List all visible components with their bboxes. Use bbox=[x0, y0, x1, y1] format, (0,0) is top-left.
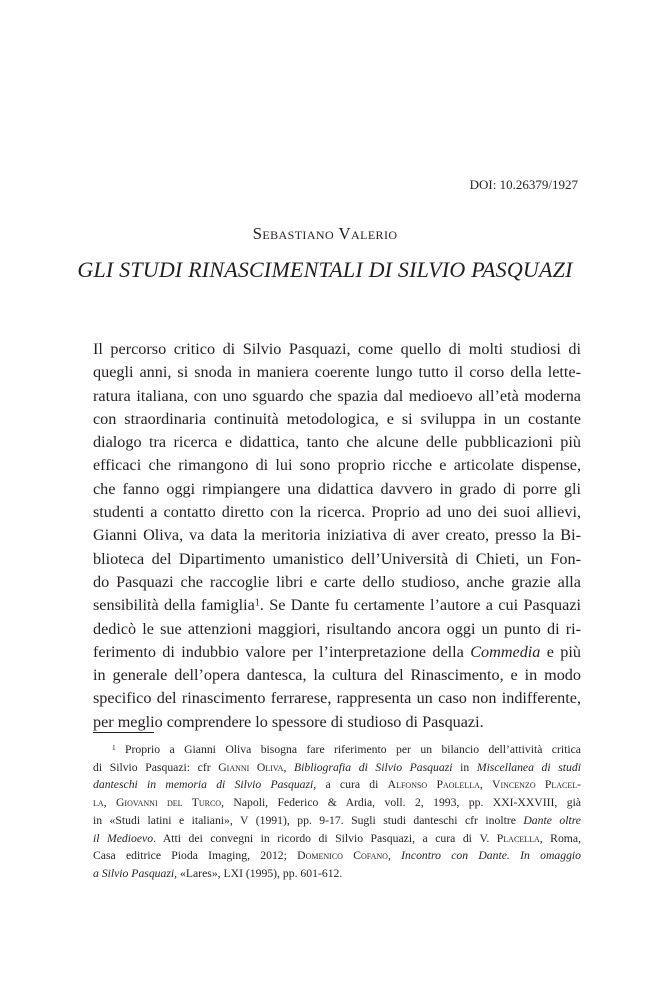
body-line: che fanno oggi rimpiangere una didattica davvero in grado di porre gli bbox=[93, 479, 581, 498]
body-text: . Se Dante fu certamente l’autore a cui Pasquazi bbox=[259, 596, 581, 615]
work-title-italic: il Medioevo bbox=[93, 831, 154, 845]
footnote-text: . Atti dei convegni in ricordo di Silvio Pasquazi, a cura di bbox=[153, 831, 480, 845]
footnote-line bbox=[93, 741, 581, 759]
body-line: per meglio comprendere lo spessore di studioso di Pasquazi. bbox=[93, 712, 484, 731]
author-smallcaps: la bbox=[93, 796, 104, 810]
footnote-text: , bbox=[283, 760, 294, 774]
body-text: ferimento di indubbio valore per l’interpretazione della bbox=[93, 642, 471, 661]
author-smallcaps: V. Placella bbox=[479, 831, 540, 845]
footnote-line bbox=[93, 847, 581, 865]
author-smallcaps: Domenico Cofano bbox=[297, 849, 388, 863]
footnote-text: , Roma, bbox=[539, 831, 581, 845]
work-title-italic: a Silvio Pasquazi bbox=[93, 866, 175, 880]
footnote-line bbox=[93, 794, 581, 812]
footnote-line bbox=[93, 812, 581, 830]
work-title-italic: Incontro con Dante. In omaggio bbox=[401, 849, 582, 863]
body-line: Il percorso critico di Silvio Pasquazi, come quello di molti studiosi di bbox=[93, 340, 581, 358]
author-name: Sebastiano Valerio bbox=[252, 224, 398, 243]
work-title-italic: Miscellanea di studi bbox=[476, 760, 581, 774]
body-line bbox=[93, 641, 581, 664]
doi-label: DOI: 10.26379/1927 bbox=[469, 177, 578, 192]
body-line: efficaci che rimangono di lui sono proprio ricche e articolate dispense, bbox=[93, 456, 581, 475]
body-line: ratura italiana, con uno sguardo che spazia dal medioevo all’età moderna bbox=[93, 386, 581, 405]
footnote-text: di Silvio Pasquazi: cfr bbox=[93, 760, 219, 774]
article-title: GLI STUDI RINASCIMENTALI DI SILVIO PASQUAZI bbox=[77, 257, 573, 282]
footnote-text: , «Lares», LXI (1995), pp. 601-612. bbox=[174, 866, 343, 880]
body-line: studenti a contatto diretto con la ricerca. Proprio ad uno dei suoi allievi, bbox=[93, 503, 581, 522]
author-smallcaps: Alfonso Paolella bbox=[387, 778, 480, 792]
body-line: con straordinaria continuità metodologica, e si sviluppa in un costante bbox=[93, 409, 581, 428]
footnote-text: in «Studi latini e italiani», V (1991), pp. 9-17. Sugli studi danteschi cfr inoltre bbox=[93, 813, 524, 827]
footnote-divider bbox=[93, 732, 154, 733]
work-title-italic: Dante oltre bbox=[523, 813, 581, 827]
body-line: dialogo tra ricerca e didattica, tanto che alcune delle pubblicazioni più bbox=[93, 433, 581, 452]
work-title-italic: Commedia bbox=[470, 642, 541, 661]
footnote-line bbox=[93, 865, 581, 883]
footnote-line bbox=[93, 759, 581, 777]
body-line: in generale dell’opera dantesca, la cultura del Rinascimento, e in modo bbox=[93, 666, 581, 685]
work-title-italic: danteschi in memoria di Silvio Pasquazi, bbox=[93, 778, 317, 792]
author-smallcaps: Gianni Oliva bbox=[218, 760, 284, 774]
body-line: Gianni Oliva, va data la meritoria iniziativa di aver creato, presso la Bi- bbox=[93, 526, 581, 545]
body-text: e più bbox=[540, 642, 581, 661]
footnote-text: Casa editrice Pioda Imaging, 2012; bbox=[93, 849, 298, 863]
footnote-line bbox=[93, 830, 581, 848]
body-text: sensibilità della famiglia bbox=[93, 596, 255, 615]
body-line bbox=[93, 594, 581, 617]
footnote-text: , bbox=[387, 849, 402, 863]
footnote-line bbox=[93, 776, 581, 794]
author-smallcaps: Vincenzo Placel- bbox=[492, 778, 582, 792]
body-line: do Pasquazi che raccoglie libri e carte dello studioso, anche grazie alla bbox=[93, 572, 581, 591]
footnote-text: in bbox=[452, 760, 477, 774]
body-line: dedicò le sue attenzioni maggiori, risultando ancora oggi un punto di ri- bbox=[93, 619, 581, 638]
body-line: quegli anni, si snoda in maniera coerente lungo tutto il corso della lette- bbox=[93, 363, 581, 382]
body-paragraph bbox=[93, 338, 581, 734]
body-line: blioteca del Dipartimento umanistico dell’Università di Chieti, un Fon- bbox=[93, 549, 581, 568]
footnote-text: , bbox=[479, 778, 493, 792]
footnote-text: Proprio a Gianni Oliva bisogna fare riferimento per un bilancio dell’attività critica bbox=[115, 743, 581, 756]
footnote-reference[interactable]: 1 bbox=[254, 597, 260, 609]
body-line: specifico del rinascimento ferrarese, rappresenta un caso non indifferente, bbox=[93, 689, 581, 708]
footnote-text: , Napoli, Federico & Ardia, voll. 2, 1993, pp. XXI-XXVIII, già bbox=[221, 796, 581, 810]
footnote-text: , bbox=[103, 796, 116, 810]
footnote bbox=[93, 741, 581, 883]
work-title-italic: Bibliografia di Silvio Pasquazi bbox=[293, 760, 453, 774]
author-smallcaps: Giovanni del Turco bbox=[115, 796, 222, 810]
footnote-text: a cura di bbox=[316, 778, 388, 792]
footnote-marker: 1 bbox=[112, 743, 116, 752]
